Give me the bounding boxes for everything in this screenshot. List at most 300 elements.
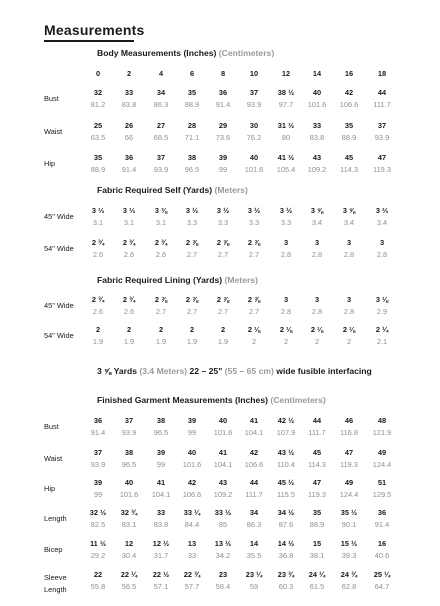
value-imperial: 2 <box>126 325 132 334</box>
value-metric: 119.3 <box>340 460 358 469</box>
size-label: 8 <box>220 69 226 78</box>
value-metric: 56.5 <box>121 582 137 591</box>
body-measurements-heading <box>97 48 274 58</box>
value-imperial: 40 <box>124 478 134 487</box>
value-metric: 2.6 <box>155 250 167 259</box>
finished-heading-text: Finished Garment Measurements (Inches) <box>97 395 268 405</box>
value-imperial: 2 <box>95 325 101 334</box>
value-metric: 2.7 <box>248 307 260 316</box>
value-imperial: 43 ½ <box>277 448 295 457</box>
size-label: 2 <box>126 69 132 78</box>
self-heading-metric: (Meters) <box>214 185 248 195</box>
row-label: Waist <box>44 454 63 463</box>
value-metric: 2 <box>283 337 289 346</box>
value-metric: 99 <box>156 460 166 469</box>
value-metric: 84.4 <box>184 520 200 529</box>
row-label: Sleeve Length <box>44 573 67 594</box>
value-metric: 114.3 <box>308 460 326 469</box>
value-imperial: 3 ½ <box>185 206 199 215</box>
row-label: Bust <box>44 422 59 431</box>
value-metric: 61.5 <box>309 582 325 591</box>
value-metric: 111.7 <box>373 100 391 109</box>
value-imperial: 2 ⅛ <box>310 325 324 334</box>
value-imperial: 36 <box>218 88 228 97</box>
value-metric: 104.1 <box>244 428 264 437</box>
value-metric: 3.1 <box>155 218 167 227</box>
value-metric: 57.7 <box>184 582 200 591</box>
value-imperial: 3 <box>379 238 385 247</box>
value-metric: 93.9 <box>121 428 137 437</box>
value-imperial: 37 <box>93 448 103 457</box>
value-imperial: 51 <box>377 478 387 487</box>
interfacing-lead-metric: (3.4 Meters) <box>139 366 188 376</box>
value-metric: 2.9 <box>376 307 388 316</box>
size-label: 16 <box>344 69 354 78</box>
value-imperial: 13 <box>187 539 197 548</box>
value-imperial: 27 <box>156 121 166 130</box>
value-metric: 36.8 <box>278 551 294 560</box>
value-imperial: 39 <box>156 448 166 457</box>
value-imperial: 32 ¾ <box>120 508 138 517</box>
value-metric: 109.2 <box>213 490 233 499</box>
value-imperial: 35 <box>187 88 197 97</box>
value-imperial: 36 <box>377 508 387 517</box>
value-imperial: 2 ⅞ <box>185 295 199 304</box>
value-metric: 88.9 <box>309 520 325 529</box>
value-metric: 101.6 <box>213 428 233 437</box>
value-metric: 93.9 <box>246 100 262 109</box>
value-imperial: 12 <box>124 539 134 548</box>
value-metric: 96.5 <box>184 165 200 174</box>
value-imperial: 14 ½ <box>277 539 295 548</box>
value-imperial: 3 <box>283 295 289 304</box>
value-imperial: 38 <box>156 416 166 425</box>
value-metric: 93.9 <box>153 165 169 174</box>
value-metric: 107.9 <box>276 428 296 437</box>
value-metric: 104.1 <box>213 460 233 469</box>
value-metric: 31.7 <box>153 551 169 560</box>
value-imperial: 22 ½ <box>152 570 170 579</box>
value-metric: 60.3 <box>278 582 294 591</box>
size-label: 10 <box>249 69 259 78</box>
value-imperial: 33 ½ <box>214 508 232 517</box>
value-metric: 3.3 <box>217 218 229 227</box>
value-imperial: 43 <box>218 478 228 487</box>
value-imperial: 40 <box>187 448 197 457</box>
value-imperial: 30 <box>249 121 259 130</box>
value-imperial: 2 ⅞ <box>216 238 230 247</box>
value-imperial: 39 <box>218 153 228 162</box>
size-label: 0 <box>95 69 101 78</box>
value-metric: 93.9 <box>374 133 390 142</box>
row-label: Waist <box>44 127 63 136</box>
interfacing-width-metric: (55 – 65 cm) <box>224 366 274 376</box>
value-metric: 2.8 <box>311 250 323 259</box>
value-imperial: 48 <box>377 416 387 425</box>
value-imperial: 2 <box>158 325 164 334</box>
value-imperial: 3 ⅝ <box>342 206 356 215</box>
value-imperial: 45 <box>344 153 354 162</box>
value-metric: 3.3 <box>248 218 260 227</box>
value-metric: 2 <box>346 337 352 346</box>
value-imperial: 37 <box>377 121 387 130</box>
value-metric: 1.9 <box>186 337 198 346</box>
value-metric: 40.6 <box>374 551 390 560</box>
value-metric: 129.5 <box>372 490 392 499</box>
value-metric: 2 <box>314 337 320 346</box>
value-metric: 111.7 <box>245 490 263 499</box>
title-underline <box>44 40 134 42</box>
value-metric: 39.3 <box>341 551 357 560</box>
value-imperial: 3 ⅓ <box>91 206 105 215</box>
value-metric: 99 <box>187 428 197 437</box>
value-imperial: 23 ¾ <box>277 570 295 579</box>
value-metric: 86.3 <box>246 520 262 529</box>
row-label: 45" Wide <box>44 301 74 310</box>
value-metric: 30.4 <box>121 551 137 560</box>
value-metric: 2 <box>251 337 257 346</box>
value-metric: 38.1 <box>309 551 325 560</box>
value-imperial: 29 <box>218 121 228 130</box>
value-metric: 115.5 <box>277 490 295 499</box>
value-imperial: 40 <box>218 416 228 425</box>
value-imperial: 13 ½ <box>214 539 232 548</box>
size-label: 18 <box>377 69 387 78</box>
value-metric: 2.8 <box>280 307 292 316</box>
value-metric: 88.9 <box>90 165 106 174</box>
size-label: 12 <box>281 69 291 78</box>
finished-heading-metric: (Centimeters) <box>270 395 326 405</box>
value-metric: 116.8 <box>340 428 358 437</box>
value-metric: 1.9 <box>92 337 104 346</box>
value-metric: 2.6 <box>92 307 104 316</box>
value-metric: 66 <box>124 133 134 142</box>
value-imperial: 32 ½ <box>89 508 107 517</box>
value-imperial: 2 ⅞ <box>154 295 168 304</box>
value-metric: 76.2 <box>246 133 262 142</box>
value-metric: 97.7 <box>278 100 294 109</box>
value-imperial: 26 <box>124 121 134 130</box>
value-metric: 101.6 <box>307 100 327 109</box>
value-imperial: 37 <box>124 416 134 425</box>
value-metric: 29.2 <box>90 551 106 560</box>
value-imperial: 31 ½ <box>277 121 295 130</box>
value-metric: 85 <box>218 520 228 529</box>
value-metric: 73.6 <box>215 133 231 142</box>
value-imperial: 3 ⅓ <box>122 206 136 215</box>
value-imperial: 34 ½ <box>277 508 295 517</box>
value-metric: 82.5 <box>90 520 106 529</box>
value-imperial: 11 ½ <box>89 539 107 548</box>
value-metric: 101.6 <box>182 460 202 469</box>
value-imperial: 3 ⅝ <box>310 206 324 215</box>
value-imperial: 34 <box>156 88 166 97</box>
value-imperial: 2 <box>220 325 226 334</box>
value-metric: 2.7 <box>217 307 229 316</box>
lining-heading-metric: (Meters) <box>224 275 258 285</box>
value-imperial: 49 <box>344 478 354 487</box>
value-metric: 1.9 <box>217 337 229 346</box>
value-metric: 104.1 <box>151 490 171 499</box>
row-label: Hip <box>44 159 56 168</box>
value-metric: 91.4 <box>374 520 390 529</box>
value-imperial: 36 <box>124 153 134 162</box>
value-imperial: 2 ¼ <box>375 325 389 334</box>
value-imperial: 39 <box>187 416 197 425</box>
body-heading-metric: (Centimeters) <box>218 48 275 58</box>
value-imperial: 2 ¾ <box>122 295 136 304</box>
fabric-lining-heading <box>97 275 258 285</box>
value-metric: 2.6 <box>123 250 135 259</box>
interfacing-tail: wide fusible interfacing <box>276 366 372 376</box>
size-label: 6 <box>189 69 195 78</box>
value-metric: 1.9 <box>123 337 135 346</box>
value-imperial: 47 <box>377 153 387 162</box>
value-imperial: 45 ½ <box>277 478 295 487</box>
value-imperial: 41 <box>156 478 166 487</box>
value-imperial: 3 ⅛ <box>375 295 389 304</box>
value-imperial: 22 <box>93 570 103 579</box>
value-metric: 2.7 <box>186 250 198 259</box>
value-metric: 63.5 <box>90 133 106 142</box>
value-metric: 96.5 <box>121 460 137 469</box>
value-imperial: 3 ½ <box>216 206 230 215</box>
value-metric: 101.6 <box>244 165 264 174</box>
row-label: 54" Wide <box>44 244 74 253</box>
value-imperial: 2 ¾ <box>91 238 105 247</box>
value-imperial: 47 <box>344 448 354 457</box>
value-imperial: 22 ¾ <box>183 570 201 579</box>
value-metric: 119.3 <box>308 490 326 499</box>
value-imperial: 3 ½ <box>279 206 293 215</box>
value-imperial: 44 <box>312 416 322 425</box>
value-imperial: 35 <box>312 508 322 517</box>
value-metric: 2.8 <box>311 307 323 316</box>
value-metric: 2.8 <box>343 250 355 259</box>
value-metric: 124.4 <box>339 490 359 499</box>
value-imperial: 33 <box>312 121 322 130</box>
value-imperial: 23 ¼ <box>245 570 263 579</box>
value-metric: 110.4 <box>277 460 295 469</box>
value-metric: 88.9 <box>341 133 357 142</box>
value-metric: 3.1 <box>92 218 104 227</box>
fabric-self-heading <box>97 185 248 195</box>
value-metric: 91.4 <box>215 100 231 109</box>
value-metric: 2.1 <box>376 337 388 346</box>
value-imperial: 16 <box>377 539 387 548</box>
value-imperial: 42 <box>249 448 259 457</box>
value-metric: 35.5 <box>246 551 262 560</box>
value-metric: 3.4 <box>376 218 388 227</box>
value-metric: 90.1 <box>341 520 357 529</box>
value-metric: 86.3 <box>153 100 169 109</box>
value-imperial: 39 <box>93 478 103 487</box>
value-metric: 88.9 <box>184 100 200 109</box>
value-metric: 83.8 <box>309 133 325 142</box>
value-metric: 68.5 <box>153 133 169 142</box>
page-title: Measurements <box>44 22 145 38</box>
value-metric: 3.3 <box>280 218 292 227</box>
value-metric: 114.3 <box>340 165 358 174</box>
value-imperial: 38 <box>187 153 197 162</box>
body-heading-text: Body Measurements (Inches) <box>97 48 217 58</box>
value-metric: 119.3 <box>373 165 391 174</box>
value-imperial: 23 <box>218 570 228 579</box>
value-metric: 106.6 <box>182 490 202 499</box>
value-imperial: 33 ¼ <box>183 508 201 517</box>
value-metric: 106.6 <box>339 100 359 109</box>
value-imperial: 3 <box>346 238 352 247</box>
row-label: Bust <box>44 94 59 103</box>
value-imperial: 38 <box>124 448 134 457</box>
value-metric: 99 <box>93 490 103 499</box>
value-imperial: 42 <box>344 88 354 97</box>
row-label: Bicep <box>44 545 63 554</box>
value-imperial: 41 <box>249 416 259 425</box>
value-metric: 62.8 <box>341 582 357 591</box>
value-imperial: 2 ⅛ <box>247 325 261 334</box>
row-label: 45" Wide <box>44 212 74 221</box>
value-imperial: 2 ⅞ <box>247 295 261 304</box>
value-imperial: 38 ½ <box>277 88 295 97</box>
value-imperial: 14 <box>249 539 259 548</box>
value-metric: 1.9 <box>155 337 167 346</box>
value-metric: 2.6 <box>92 250 104 259</box>
value-metric: 91.4 <box>121 165 137 174</box>
value-imperial: 40 <box>249 153 259 162</box>
value-metric: 121.9 <box>372 428 392 437</box>
value-imperial: 35 <box>344 121 354 130</box>
value-imperial: 22 ¼ <box>120 570 138 579</box>
value-imperial: 15 ½ <box>340 539 358 548</box>
value-imperial: 3 <box>346 295 352 304</box>
value-imperial: 42 ½ <box>277 416 295 425</box>
value-imperial: 24 ¼ <box>308 570 326 579</box>
value-metric: 81.2 <box>90 100 106 109</box>
value-metric: 99 <box>218 165 228 174</box>
value-metric: 80 <box>281 133 291 142</box>
value-metric: 2.7 <box>186 307 198 316</box>
value-metric: 101.6 <box>119 490 139 499</box>
value-metric: 93.9 <box>90 460 106 469</box>
value-metric: 64.7 <box>374 582 390 591</box>
value-imperial: 37 <box>156 153 166 162</box>
value-imperial: 24 ¾ <box>340 570 358 579</box>
value-imperial: 3 <box>283 238 289 247</box>
value-metric: 124.4 <box>372 460 392 469</box>
value-metric: 2.8 <box>343 307 355 316</box>
value-imperial: 32 <box>93 88 103 97</box>
self-heading-text: Fabric Required Self (Yards) <box>97 185 213 195</box>
value-metric: 58.4 <box>215 582 231 591</box>
value-metric: 2.6 <box>123 307 135 316</box>
value-imperial: 41 ½ <box>277 153 295 162</box>
value-metric: 83.8 <box>153 520 169 529</box>
value-imperial: 25 <box>93 121 103 130</box>
value-imperial: 2 ¾ <box>122 238 136 247</box>
value-imperial: 41 <box>218 448 228 457</box>
value-imperial: 42 <box>187 478 197 487</box>
value-imperial: 36 <box>93 416 103 425</box>
value-imperial: 25 ¼ <box>373 570 391 579</box>
value-imperial: 2 ⅞ <box>216 295 230 304</box>
value-imperial: 33 <box>124 88 134 97</box>
value-imperial: 33 <box>156 508 166 517</box>
value-imperial: 3 ⅜ <box>154 206 168 215</box>
row-label: Hip <box>44 484 56 493</box>
value-imperial: 3 <box>314 295 320 304</box>
value-metric: 2.7 <box>248 250 260 259</box>
size-header-row <box>0 69 440 81</box>
value-metric: 96.5 <box>153 428 169 437</box>
value-imperial: 34 <box>249 508 259 517</box>
value-metric: 2.8 <box>376 250 388 259</box>
row-label: Length <box>44 514 67 523</box>
value-metric: 2.7 <box>217 250 229 259</box>
value-imperial: 2 ¾ <box>154 238 168 247</box>
value-imperial: 49 <box>377 448 387 457</box>
size-label: 14 <box>312 69 322 78</box>
value-metric: 3.3 <box>186 218 198 227</box>
value-imperial: 3 ½ <box>247 206 261 215</box>
value-imperial: 40 <box>312 88 322 97</box>
value-metric: 2.7 <box>155 307 167 316</box>
value-metric: 109.2 <box>307 165 327 174</box>
value-imperial: 2 ⅛ <box>342 325 356 334</box>
value-imperial: 2 ¾ <box>91 295 105 304</box>
value-metric: 83.1 <box>121 520 137 529</box>
size-label: 4 <box>158 69 164 78</box>
value-metric: 55.8 <box>90 582 106 591</box>
value-metric: 3.4 <box>343 218 355 227</box>
value-metric: 33 <box>187 551 197 560</box>
value-metric: 3.4 <box>311 218 323 227</box>
value-metric: 87.6 <box>278 520 294 529</box>
interfacing-note <box>97 366 372 376</box>
value-metric: 3.1 <box>123 218 135 227</box>
value-imperial: 3 <box>314 238 320 247</box>
value-metric: 57.1 <box>153 582 169 591</box>
value-imperial: 37 <box>249 88 259 97</box>
value-imperial: 2 <box>189 325 195 334</box>
value-imperial: 47 <box>312 478 322 487</box>
interfacing-width: 22 – 25" <box>189 366 223 376</box>
value-imperial: 3 ⅔ <box>375 206 389 215</box>
value-metric: 105.4 <box>276 165 296 174</box>
finished-garment-heading <box>97 395 326 405</box>
value-imperial: 46 <box>344 416 354 425</box>
value-metric: 83.8 <box>121 100 137 109</box>
value-imperial: 2 ⅞ <box>247 238 261 247</box>
value-imperial: 43 <box>312 153 322 162</box>
value-metric: 71.1 <box>184 133 200 142</box>
row-label: 54" Wide <box>44 331 74 340</box>
value-imperial: 12 ½ <box>152 539 170 548</box>
value-imperial: 35 <box>93 153 103 162</box>
value-metric: 34.2 <box>215 551 231 560</box>
value-imperial: 35 ½ <box>340 508 358 517</box>
value-metric: 111.7 <box>308 428 326 437</box>
value-imperial: 2 ⅛ <box>279 325 293 334</box>
value-metric: 91.4 <box>90 428 106 437</box>
value-metric: 106.6 <box>244 460 264 469</box>
value-imperial: 44 <box>249 478 259 487</box>
value-imperial: 28 <box>187 121 197 130</box>
value-imperial: 44 <box>377 88 387 97</box>
interfacing-lead: 3 ⅝ Yards <box>97 366 137 376</box>
value-imperial: 2 ⅞ <box>185 238 199 247</box>
value-metric: 2.8 <box>280 250 292 259</box>
